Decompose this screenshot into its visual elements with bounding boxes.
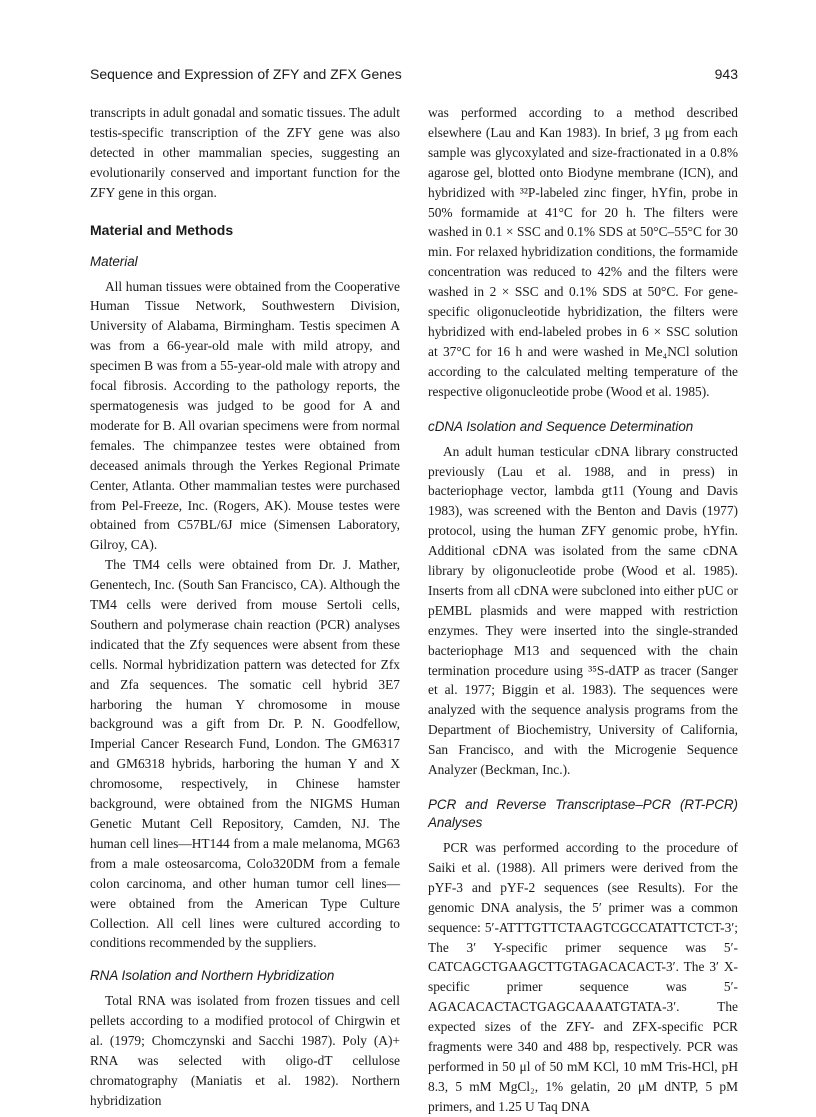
right-column	[428, 103, 738, 1117]
subheading-rna: RNA Isolation and Northern Hybridization	[90, 968, 335, 984]
northern-continued-paragraph: was performed according to a method described elsewhere (Lau and Kan 1983). In brief, 3 μg from each sample was glycoxylated and size-fractionated in a 0.8% agarose gel, blotted onto Biodyne membrane (ICN), and hybridized with ³²P-labeled zinc finger, hYfin, probe in 50% formamide at 41°C for 20 h. The filters were washed in 0.1 × SSC and 0.1% SDS at 50°C–55°C for 30 min. For relaxed hybridization conditions, the formamide concentration was reduced to 42% and the filters were washed in 2 × SSC and 0.1% SDS at 50°C. For gene-specific oligonucleotide hybridization, the filters were hybridized with end-labeled probes in 6 × SSC solution at 37°C for 16 h and were washed in Me₄NCl solution according to the calculated melting temperature of the respective oligonucleotide probe (Wood et al. 1985).	[428, 105, 738, 399]
material-paragraph-1: All human tissues were obtained from the Cooperative Human Tissue Network, Southwestern Division, University of Alabama, Birmingham. Testis specimen A was from a 66-year-old male with mild atropy, and specimen B was from a 55-year-old male with atropy and focal fibrosis. According to the pathology reports, the spermatogenesis was judged to be good for A and moderate for B. All ovarian specimens were from normal females. The chimpanzee testes were obtained from deceased animals through the Yerkes Regional Primate Center, Atlanta. Other mammalian testes were purchased from Pel-Freeze, Inc. (Rogers, AK). Mouse testes were obtained from C57BL/6J mice (Simensen Laboratory, Gilroy, CA).	[90, 278, 400, 553]
left-column	[90, 103, 400, 1111]
page-number: 943	[714, 66, 738, 82]
subheading-pcr: PCR and Reverse Transcriptase–PCR (RT-PCR) Analyses	[428, 797, 738, 830]
pcr-paragraph: PCR was performed according to the procedure of Saiki et al. (1988). All primers were derived from the pYF-3 and pYF-2 sequences (see Results). For the genomic DNA analysis, the 5′ primer was a common sequence: 5′-ATTTGTTCTAAGTCGCCATATTCTCT-3′; The 3′ Y-specific primer sequence was 5′-CATCAGCTGAAGCTTGTAGACACACT-3′. The 3′ X-specific primer sequence was 5′-AGACACACTACTGAGCAAAATGTATA-3′. The expected sizes of the ZFY- and ZFX-specific PCR fragments were 340 and 488 bp, respectively. PCR was performed in 50 μl of 50 mM KCl, 10 mM Tris-HCl, pH 8.3, 5 mM MgCl₂, 1% gelatin, 20 μM dNTP, 5 pM primers, and 1.25 U Taq DNA	[428, 840, 738, 1114]
running-title: Sequence and Expression of ZFY and ZFX Genes	[90, 66, 402, 82]
intro-paragraph: transcripts in adult gonadal and somatic tissues. The adult testis-specific transcription of the ZFY gene was also detected in other mammalian species, suggesting an evolutionarily conserved and important function for the ZFY gene in this organ.	[90, 105, 400, 200]
subheading-material: Material	[90, 253, 138, 269]
page-header	[90, 66, 738, 88]
rna-paragraph: Total RNA was isolated from frozen tissues and cell pellets according to a modified protocol of Chirgwin et al. (1979; Chomczynski and Sacchi 1987). Poly (A)+ RNA was selected with oligo-dT cellulose chromatography (Maniatis et al. 1982). Northern hybridization	[90, 993, 400, 1108]
section-heading-methods: Material and Methods	[90, 221, 234, 238]
material-paragraph-2: The TM4 cells were obtained from Dr. J. Mather, Genentech, Inc. (South San Francisco, CA). Although the TM4 cells were derived from mouse Sertoli cells, Southern and polymerase chain reaction (PCR) analyses indicated that the Zfy sequences were absent from these cells. Normal hybridization pattern was detected for Zfx and Zfa sequences. The somatic cell hybrid 3E7 harboring the human Y chromosome in mouse background was a gift from Dr. P. N. Goodfellow, Imperial Cancer Research Fund, London. The GM6317 and GM6318 hybrids, harboring the human Y and X chromosome, respectively, in Chinese hamster background, were obtained from the NIGMS Human Genetic Mutant Cell Repository, Camden, NJ. The human cell lines—HT144 from a male melanoma, MG63 from a male osteosarcoma, Colo320DM from a female colon carcinoma, and other human tumor cell lines—were obtained from the American Type Culture Collection. All cell lines were cultured according to conditions recommended by the suppliers.	[90, 557, 400, 951]
cdna-paragraph: An adult human testicular cDNA library constructed previously (Lau et al. 1988, and in press) in bacteriophage vector, lambda gt11 (Young and Davis 1983), was screened with the Benton and Davis (1977) protocol, using the human ZFY genomic probe, hYfin. Additional cDNA was isolated from the same cDNA library by oligonucleotide probe (Wood et al. 1985). Inserts from all cDNA were subcloned into either pUC or pEMBL plasmids and were mapped with restriction enzymes. They were inserted into the single-stranded bacteriophage M13 and sequenced with the chain termination procedure using ³⁵S-dATP as tracer (Sanger et al. 1977; Biggin et al. 1983). The sequences were analyzed with the sequence analysis programs from the Department of Biochemistry, University of California, San Francisco, and with the Microgenie Sequence Analyzer (Beckman, Inc.).	[428, 443, 738, 778]
subheading-cdna: cDNA Isolation and Sequence Determination	[428, 418, 694, 434]
